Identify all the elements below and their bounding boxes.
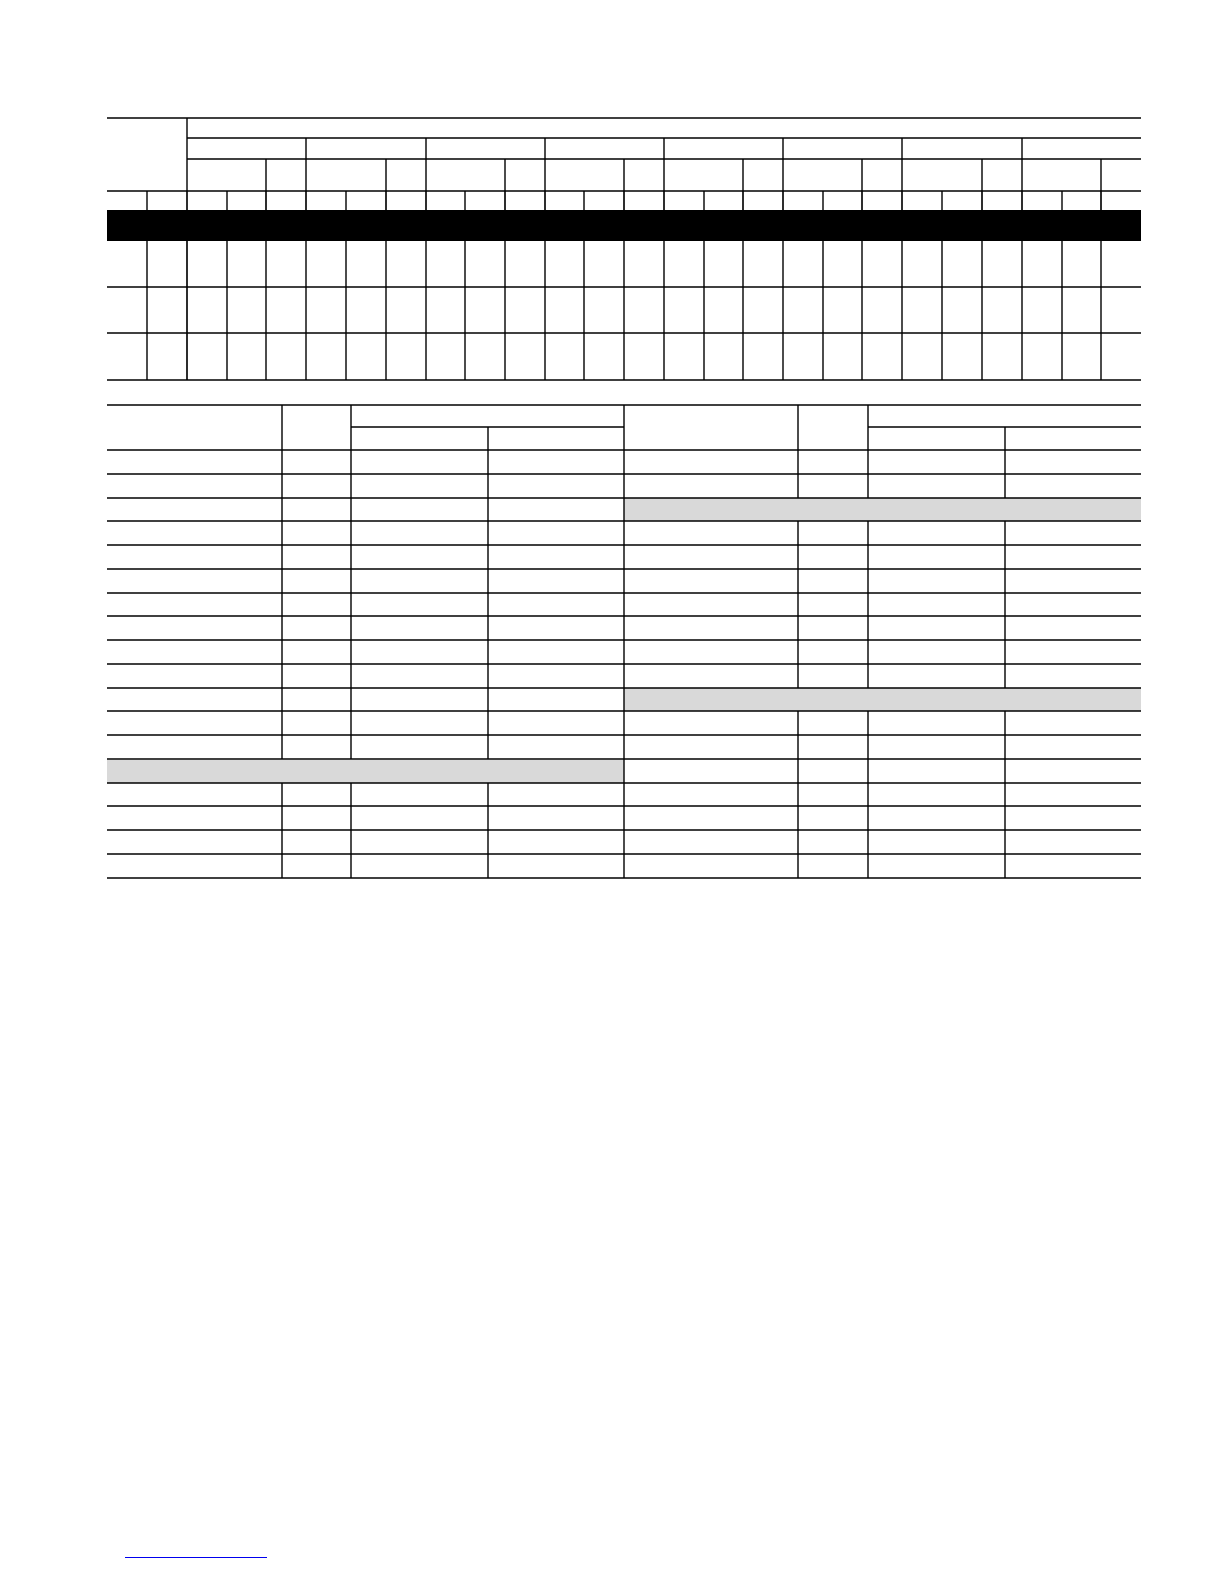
shaded-separator-row (624, 498, 1141, 521)
lower-table (107, 405, 1141, 878)
footnote-rule (125, 1557, 267, 1558)
shaded-separator-row (107, 760, 624, 783)
upper-table (107, 118, 1141, 380)
shaded-separator-row (624, 688, 1141, 711)
table-header-band (107, 210, 1141, 241)
